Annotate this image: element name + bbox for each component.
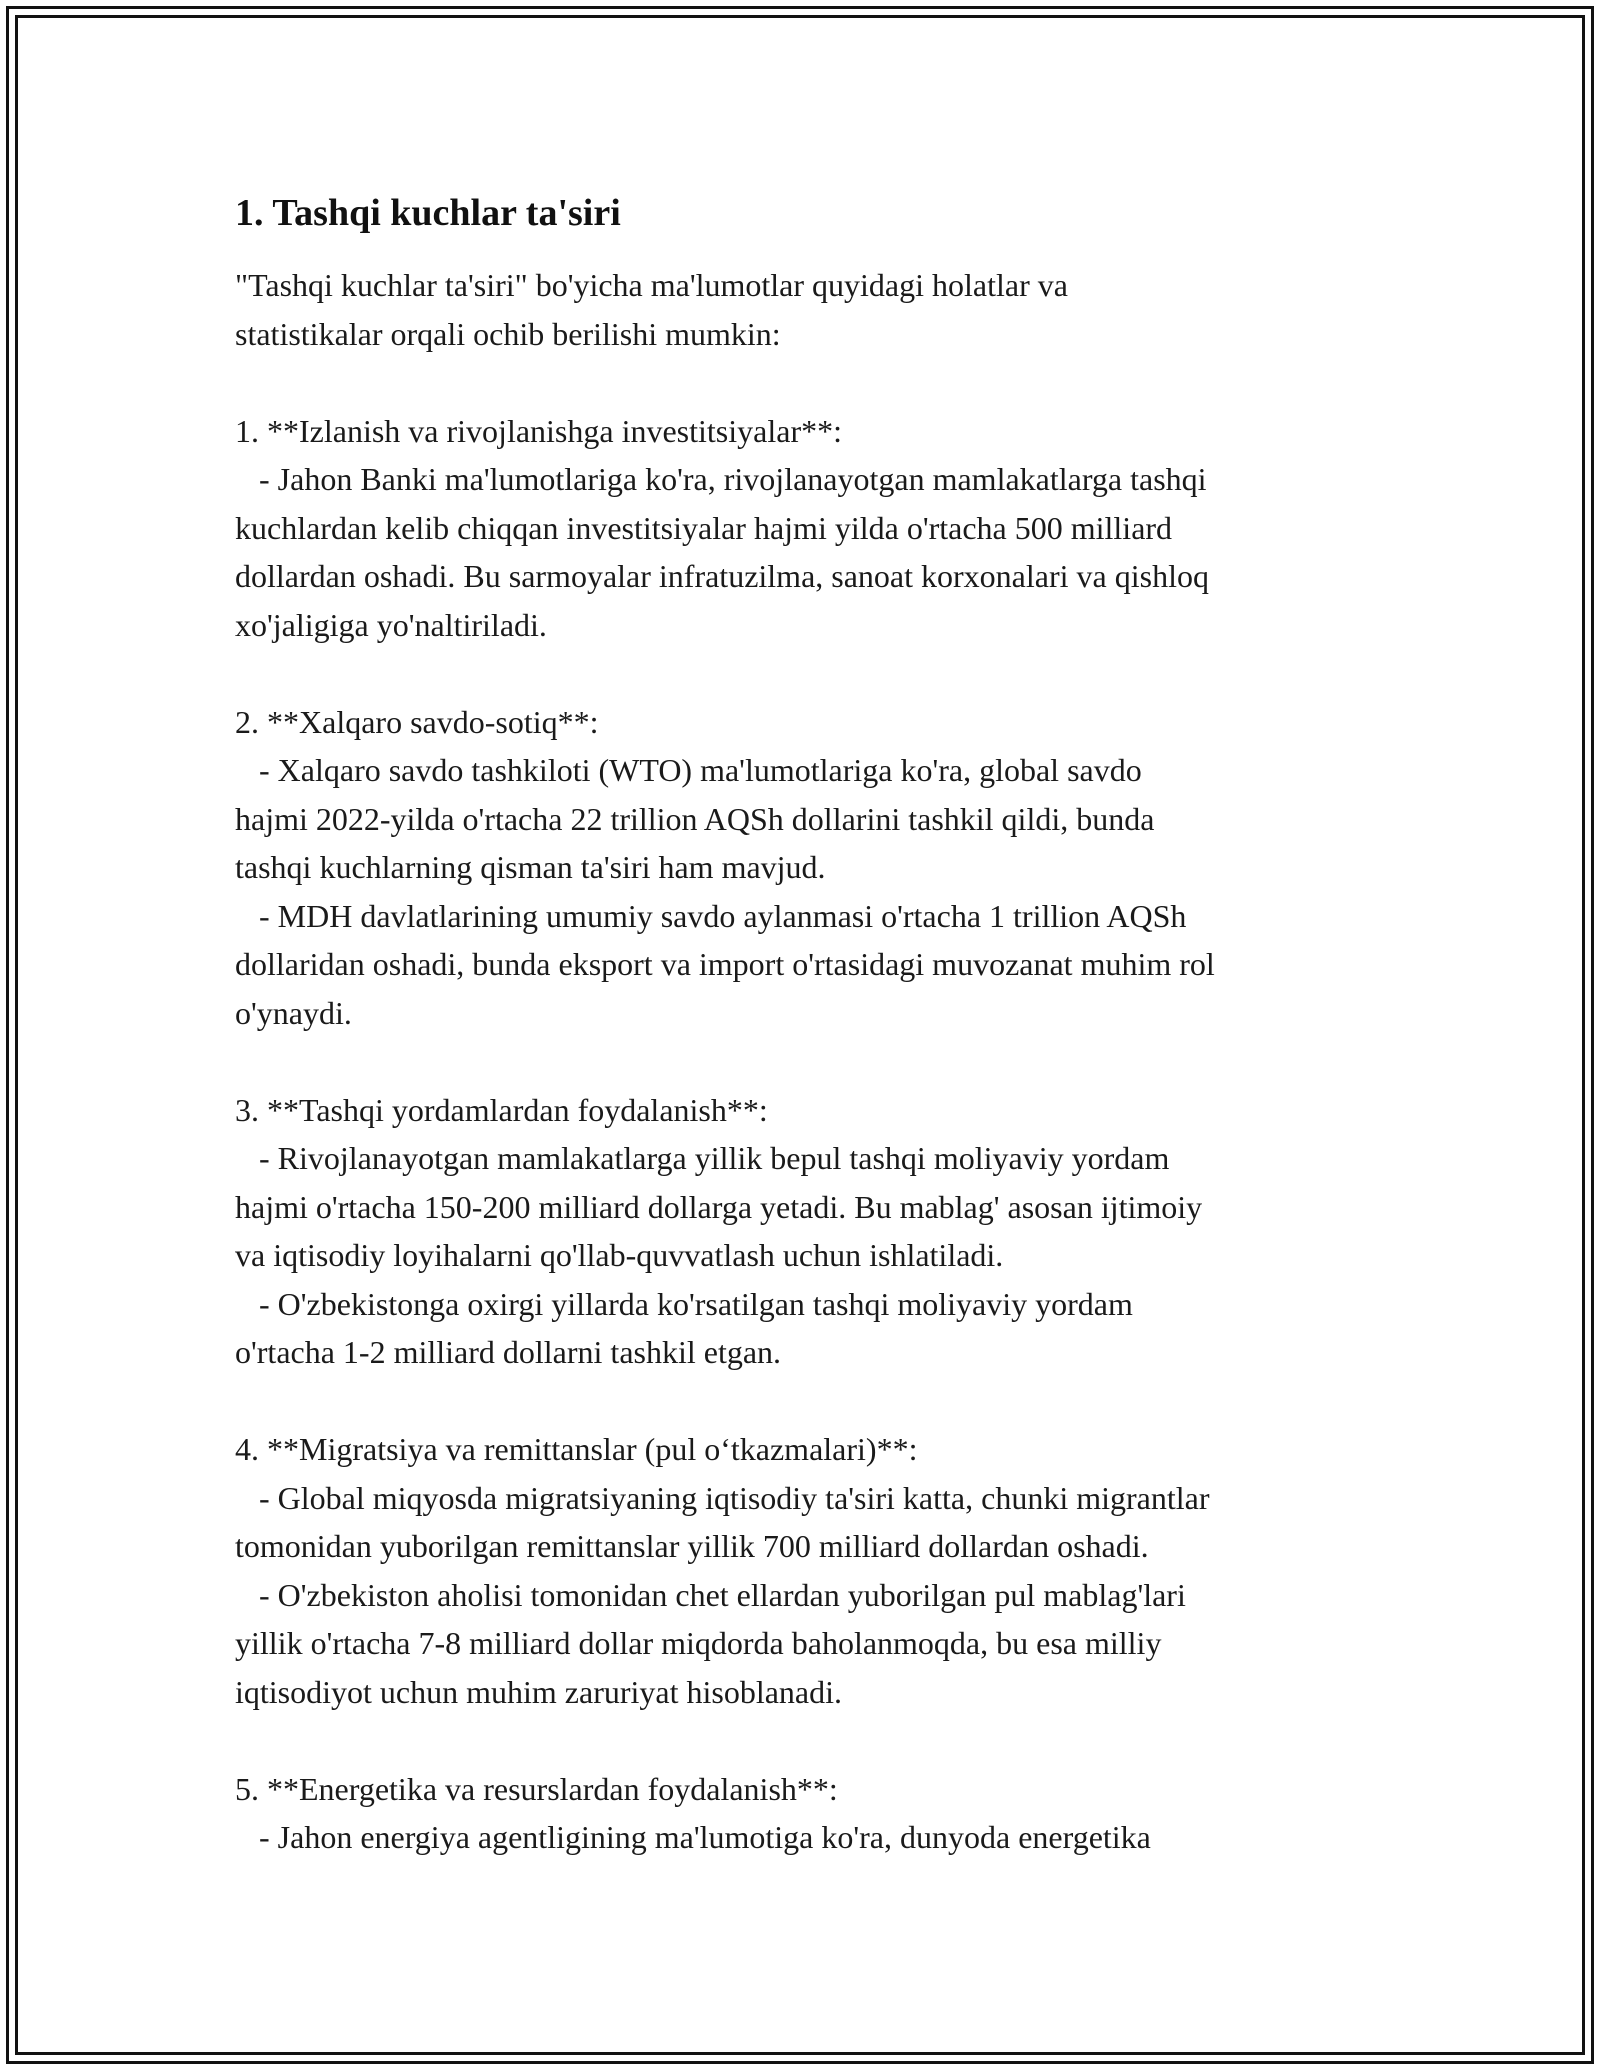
text-line: iqtisodiyot uchun muhim zaruriyat hisoblanadi. [235,1673,843,1710]
text-line: yillik o'rtacha 7-8 milliard dollar miqdorda baholanmoqda, bu esa milliy [235,1625,1162,1661]
blank-line [235,1377,1415,1426]
text-line: - Xalqaro savdo tashkiloti (WTO) ma'lumotlariga ko'ra, global savdo [235,752,1142,788]
text-line: - O'zbekiston aholisi tomonidan chet ellardan yuborilgan pul mablag'lari [235,1576,1186,1613]
text-line: 3. **Tashqi yordamlardan foydalanish**: [235,1091,768,1128]
section-heading: 1. Tashqi kuchlar ta'siri [235,192,621,234]
text-line: hajmi 2022-yilda o'rtacha 22 trillion AQSh dollarini tashkil qildi, bunda [235,800,1155,837]
text-line: dollardan oshadi. Bu sarmoyalar infratuzilma, sanoat korxonalari va qishloq [235,558,1209,594]
document-body [235,185,1415,1862]
text-line: - O'zbekistonga oxirgi yillarda ko'rsatilgan tashqi moliyaviy yordam [235,1285,1133,1322]
blank-line [235,1037,1415,1086]
text-line: o'ynaydi. [235,994,352,1031]
text-line: 5. **Energetika va resurslardan foydalanish**: [235,1770,838,1807]
text-line: statistikalar orqali ochib berilishi mumkin: [235,315,781,352]
text-line: - Global miqyosda migratsiyaning iqtisodiy ta'siri katta, chunki migrantlar [235,1479,1210,1516]
text-line: kuchlardan kelib chiqqan investitsiyalar hajmi yilda o'rtacha 500 milliard [235,509,1173,546]
blank-line [235,649,1415,698]
text-line: - Rivojlanayotgan mamlakatlarga yillik bepul tashqi moliyaviy yordam [235,1140,1170,1176]
text-line: - Jahon energiya agentligining ma'lumotiga ko'ra, dunyoda energetika [235,1819,1151,1855]
text-line: xo'jaligiga yo'naltiriladi. [235,606,547,643]
text-line: tashqi kuchlarning qisman ta'siri ham mavjud. [235,849,826,885]
blank-line [235,358,1415,407]
text-line: "Tashqi kuchlar ta'siri" bo'yicha ma'lumotlar quyidagi holatlar va [235,267,1068,303]
text-line: 2. **Xalqaro savdo-sotiq**: [235,703,599,740]
text-line: va iqtisodiy loyihalarni qo'llab-quvvatlash uchun ishlatiladi. [235,1237,1004,1273]
text-line: hajmi o'rtacha 150-200 milliard dollarga yetadi. Bu mablag' asosan ijtimoiy [235,1188,1203,1225]
text-line: 4. **Migratsiya va remittanslar (pul o‘tkazmalari)**: [235,1431,918,1467]
text-line: - MDH davlatlarining umumiy savdo aylanmasi o'rtacha 1 trillion AQSh [235,897,1187,934]
section-text [235,261,1415,1862]
text-line: - Jahon Banki ma'lumotlariga ko'ra, rivojlanayotgan mamlakatlarga tashqi [235,461,1207,497]
text-line: dollaridan oshadi, bunda eksport va import o'rtasidagi muvozanat muhim rol [235,946,1215,982]
text-line: tomonidan yuborilgan remittanslar yillik 700 milliard dollardan oshadi. [235,1528,1149,1564]
text-line: o'rtacha 1-2 milliard dollarni tashkil etgan. [235,1334,782,1370]
blank-line [235,1716,1415,1765]
text-line: 1. **Izlanish va rivojlanishga investitsiyalar**: [235,412,842,449]
